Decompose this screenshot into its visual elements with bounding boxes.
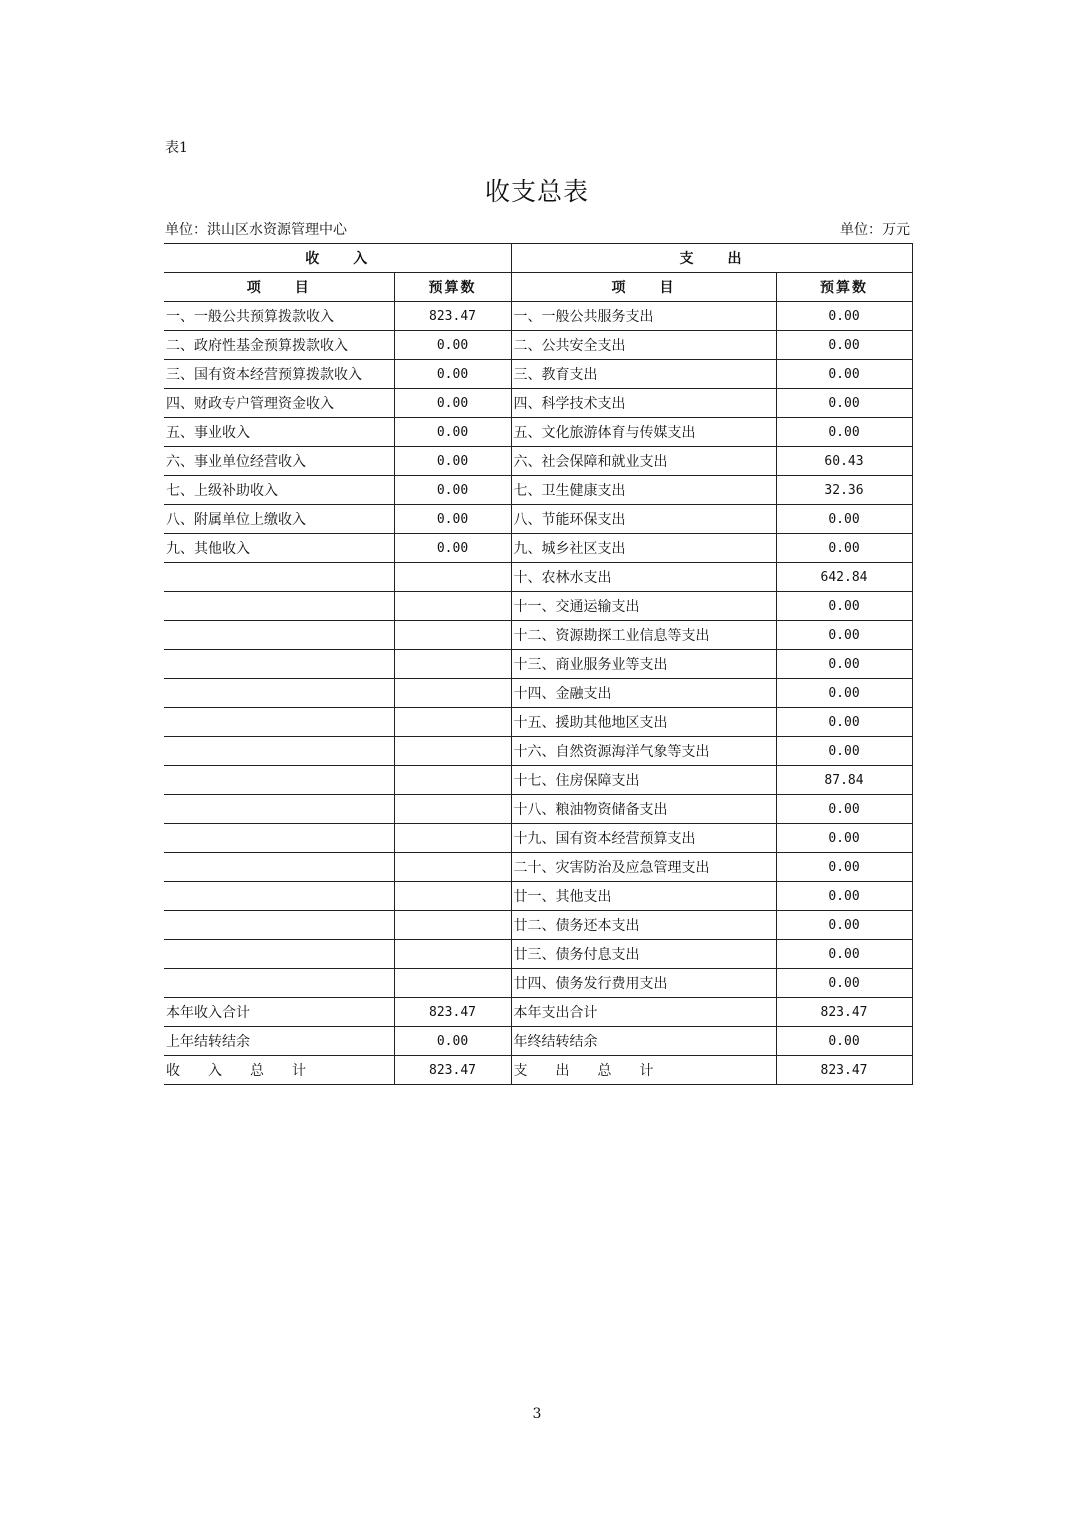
section-header-row xyxy=(164,244,912,273)
expense-amount: 32.36 xyxy=(776,476,912,505)
carry-out-label: 年终结转结余 xyxy=(511,1027,776,1056)
expense-item: 十五、援助其他地区支出 xyxy=(511,708,776,737)
income-item xyxy=(164,969,394,998)
table-row xyxy=(164,563,912,592)
income-amount xyxy=(394,679,511,708)
income-item xyxy=(164,592,394,621)
income-item: 七、上级补助收入 xyxy=(164,476,394,505)
income-item: 九、其他收入 xyxy=(164,534,394,563)
income-item: 四、财政专户管理资金收入 xyxy=(164,389,394,418)
income-amount xyxy=(394,708,511,737)
table-row xyxy=(164,969,912,998)
income-item xyxy=(164,621,394,650)
expense-amount: 0.00 xyxy=(776,708,912,737)
carry-in-label: 上年结转结余 xyxy=(164,1027,394,1056)
carry-in-value: 0.00 xyxy=(394,1027,511,1056)
income-item xyxy=(164,824,394,853)
budget-summary-table xyxy=(164,243,913,1085)
income-amount xyxy=(394,737,511,766)
income-amount xyxy=(394,911,511,940)
expense-item: 十一、交通运输支出 xyxy=(511,592,776,621)
expense-amount-header: 预算数 xyxy=(776,273,912,302)
table-row xyxy=(164,824,912,853)
table-row xyxy=(164,505,912,534)
expense-amount: 0.00 xyxy=(776,592,912,621)
income-item: 六、事业单位经营收入 xyxy=(164,447,394,476)
income-amount xyxy=(394,563,511,592)
expense-item: 十二、资源勘探工业信息等支出 xyxy=(511,621,776,650)
expense-amount: 0.00 xyxy=(776,302,912,331)
income-item xyxy=(164,563,394,592)
table-row xyxy=(164,795,912,824)
income-total-label: 收入总计 xyxy=(164,1056,394,1085)
income-item xyxy=(164,882,394,911)
income-amount xyxy=(394,824,511,853)
income-amount: 0.00 xyxy=(394,476,511,505)
table-row xyxy=(164,534,912,563)
income-amount: 0.00 xyxy=(394,331,511,360)
expense-amount: 87.84 xyxy=(776,766,912,795)
income-item xyxy=(164,940,394,969)
year-income-label: 本年收入合计 xyxy=(164,998,394,1027)
expense-item-header: 项 目 xyxy=(511,273,776,302)
table-row xyxy=(164,331,912,360)
table-number: 表1 xyxy=(165,140,188,156)
expense-item: 五、文化旅游体育与传媒支出 xyxy=(511,418,776,447)
expense-item: 廿三、债务付息支出 xyxy=(511,940,776,969)
expense-amount: 0.00 xyxy=(776,679,912,708)
expense-item: 廿二、债务还本支出 xyxy=(511,911,776,940)
table-row xyxy=(164,592,912,621)
income-amount: 0.00 xyxy=(394,360,511,389)
expense-amount: 0.00 xyxy=(776,389,912,418)
income-item xyxy=(164,795,394,824)
expense-amount: 0.00 xyxy=(776,882,912,911)
table-row xyxy=(164,302,912,331)
income-section-header: 收 入 xyxy=(164,244,511,273)
unit-organization: 单位：洪山区水资源管理中心 xyxy=(165,222,347,238)
expense-amount: 0.00 xyxy=(776,534,912,563)
expense-item: 十三、商业服务业等支出 xyxy=(511,650,776,679)
year-expense-value: 823.47 xyxy=(776,998,912,1027)
income-item xyxy=(164,650,394,679)
carry-over-row xyxy=(164,1027,912,1056)
expense-amount: 642.84 xyxy=(776,563,912,592)
expense-item: 十九、国有资本经营预算支出 xyxy=(511,824,776,853)
income-amount xyxy=(394,882,511,911)
table-row xyxy=(164,940,912,969)
expense-item: 十六、自然资源海洋气象等支出 xyxy=(511,737,776,766)
expense-item: 十、农林水支出 xyxy=(511,563,776,592)
expense-item: 二、公共安全支出 xyxy=(511,331,776,360)
table-row xyxy=(164,389,912,418)
expense-item: 四、科学技术支出 xyxy=(511,389,776,418)
income-amount xyxy=(394,592,511,621)
income-amount xyxy=(394,940,511,969)
income-amount: 0.00 xyxy=(394,447,511,476)
table-row xyxy=(164,853,912,882)
expense-amount: 0.00 xyxy=(776,360,912,389)
income-item: 八、附属单位上缴收入 xyxy=(164,505,394,534)
expense-amount: 60.43 xyxy=(776,447,912,476)
income-item: 二、政府性基金预算拨款收入 xyxy=(164,331,394,360)
expense-amount: 0.00 xyxy=(776,331,912,360)
expense-amount: 0.00 xyxy=(776,418,912,447)
income-item xyxy=(164,911,394,940)
expense-amount: 0.00 xyxy=(776,737,912,766)
expense-item: 十八、粮油物资储备支出 xyxy=(511,795,776,824)
income-amount xyxy=(394,766,511,795)
expense-amount: 0.00 xyxy=(776,940,912,969)
grand-total-row xyxy=(164,1056,912,1085)
income-amount: 823.47 xyxy=(394,302,511,331)
expense-item: 三、教育支出 xyxy=(511,360,776,389)
expense-item: 二十、灾害防治及应急管理支出 xyxy=(511,853,776,882)
expense-item: 廿四、债务发行费用支出 xyxy=(511,969,776,998)
income-amount xyxy=(394,853,511,882)
year-total-row xyxy=(164,998,912,1027)
expense-item: 九、城乡社区支出 xyxy=(511,534,776,563)
table-row xyxy=(164,737,912,766)
expense-amount: 0.00 xyxy=(776,824,912,853)
income-amount xyxy=(394,795,511,824)
expense-amount: 0.00 xyxy=(776,505,912,534)
expense-amount: 0.00 xyxy=(776,795,912,824)
table-row xyxy=(164,360,912,389)
expense-amount: 0.00 xyxy=(776,621,912,650)
income-item xyxy=(164,679,394,708)
table-row xyxy=(164,911,912,940)
income-item xyxy=(164,737,394,766)
expense-item: 廿一、其他支出 xyxy=(511,882,776,911)
table-row xyxy=(164,679,912,708)
table-row xyxy=(164,418,912,447)
expense-amount: 0.00 xyxy=(776,969,912,998)
table-row xyxy=(164,621,912,650)
page-title: 收支总表 xyxy=(484,177,589,206)
income-amount-header: 预算数 xyxy=(394,273,511,302)
table-row xyxy=(164,766,912,795)
page-number: 3 xyxy=(532,1406,542,1422)
income-amount xyxy=(394,969,511,998)
expense-item: 七、卫生健康支出 xyxy=(511,476,776,505)
income-amount xyxy=(394,650,511,679)
expense-amount: 0.00 xyxy=(776,853,912,882)
expense-amount: 0.00 xyxy=(776,911,912,940)
column-header-row xyxy=(164,273,912,302)
table-row xyxy=(164,650,912,679)
income-item: 三、国有资本经营预算拨款收入 xyxy=(164,360,394,389)
income-amount: 0.00 xyxy=(394,534,511,563)
table-row xyxy=(164,447,912,476)
expense-item: 八、节能环保支出 xyxy=(511,505,776,534)
expense-item: 十四、金融支出 xyxy=(511,679,776,708)
unit-currency: 单位：万元 xyxy=(840,222,910,238)
expense-item: 十七、住房保障支出 xyxy=(511,766,776,795)
table-row xyxy=(164,882,912,911)
year-income-value: 823.47 xyxy=(394,998,511,1027)
income-item xyxy=(164,766,394,795)
expense-item: 一、一般公共服务支出 xyxy=(511,302,776,331)
income-item-header: 项 目 xyxy=(164,273,394,302)
income-amount: 0.00 xyxy=(394,418,511,447)
expense-total-value: 823.47 xyxy=(776,1056,912,1085)
expense-total-label: 支出总计 xyxy=(511,1056,776,1085)
income-total-value: 823.47 xyxy=(394,1056,511,1085)
income-amount: 0.00 xyxy=(394,505,511,534)
income-item: 五、事业收入 xyxy=(164,418,394,447)
expense-section-header: 支 出 xyxy=(511,244,912,273)
year-expense-label: 本年支出合计 xyxy=(511,998,776,1027)
carry-out-value: 0.00 xyxy=(776,1027,912,1056)
expense-item: 六、社会保障和就业支出 xyxy=(511,447,776,476)
table-row xyxy=(164,708,912,737)
income-amount xyxy=(394,621,511,650)
income-item xyxy=(164,708,394,737)
expense-amount: 0.00 xyxy=(776,650,912,679)
income-amount: 0.00 xyxy=(394,389,511,418)
table-row xyxy=(164,476,912,505)
income-item xyxy=(164,853,394,882)
income-item: 一、一般公共预算拨款收入 xyxy=(164,302,394,331)
